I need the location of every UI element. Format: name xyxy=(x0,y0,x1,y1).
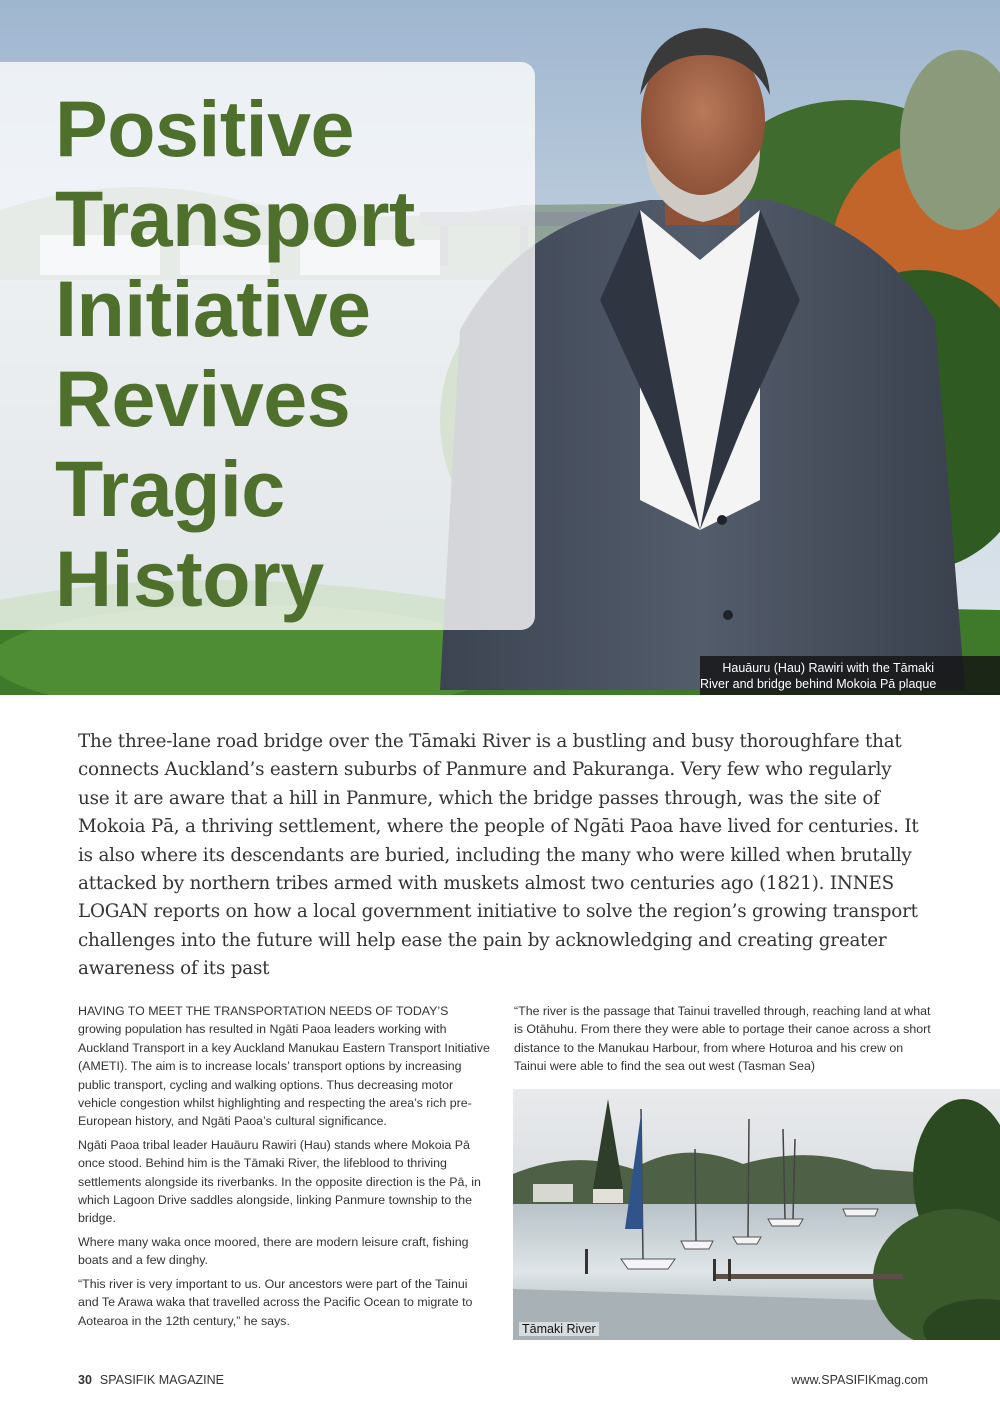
article-title xyxy=(55,84,525,624)
page-number: 30 xyxy=(78,1373,92,1387)
body-column-left xyxy=(78,1002,490,1335)
river-caption: Tāmaki River xyxy=(519,1322,599,1336)
hero-photo xyxy=(0,0,1000,695)
title-line: Tragic xyxy=(55,444,285,533)
hero-caption xyxy=(700,656,1000,695)
magazine-name: SPASIFIK MAGAZINE xyxy=(99,1373,225,1387)
title-line: Positive xyxy=(55,84,354,173)
hero-caption-line: Hauāuru (Hau) Rawiri with the Tāmaki xyxy=(722,661,934,675)
title-line: Revives xyxy=(55,354,351,443)
river-photo xyxy=(513,1089,1000,1340)
website-link[interactable]: www.SPASIFIKmag.com xyxy=(791,1373,928,1387)
article-intro: The three-lane road bridge over the Tāmaki River is a bustling and busy thoroughfare that connects Auckland’s eastern suburbs of Panmure and Pakuranga. Very few who regularly use it are aware that a hill in Panmure, which the bridge passes through, was the site of Mokoia Pā, a thriving settlement, where the people of Ngāti Paoa have lived for centuries. It is also where its descendants are buried, including the many who were killed when brutally attacked by northern tribes armed with muskets almost two centuries ago (1821). INNES LOGAN reports on how a local government initiative to solve the region’s growing transport challenges into the future will help ease the pain by acknowledging and creating greater awareness of its past xyxy=(78,731,919,980)
title-line: Initiative xyxy=(55,264,371,353)
body-paragraph: HAVING TO MEET THE TRANSPORTATION NEEDS OF TODAY’S growing population has resulted in Ngāti Paoa leaders working with Auckland Transport in a key Auckland Manukau Eastern Transport Initiative (AMETI). The aim is to increase locals’ transport options by increasing public transport, cycling and walking options. Thus decreasing motor vehicle congestion whilst highlighting and respecting the area’s rich pre-European history, and Ngāti Paoa’s cultural significance. xyxy=(78,1004,490,1129)
body-paragraph: “This river is very important to us. Our ancestors were part of the Tainui and Te Arawa waka that travelled across the Pacific Ocean to migrate to Aotearoa in the 12th century,” he says. xyxy=(78,1276,473,1328)
body-paragraph: Ngāti Paoa tribal leader Hauāuru Rawiri (Hau) stands where Mokoia Pā once stood. Behind him is the Tāmaki River, the lifeblood to thriving settlements alongside its riverbanks. In the opposite direction is the Pā, in which Lagoon Drive saddles alongside, linking Panmure township to the bridge. xyxy=(78,1137,481,1226)
body-paragraph: Where many waka once moored, there are modern leisure craft, fishing boats and a few dinghy. xyxy=(78,1234,469,1268)
body-column-right xyxy=(514,1002,932,1081)
hero-caption-line: River and bridge behind Mokoia Pā plaque xyxy=(700,677,937,691)
footer-left xyxy=(78,1373,224,1387)
title-line: Transport xyxy=(55,174,415,263)
body-paragraph: “The river is the passage that Tainui travelled through, reaching land at what is Otāhuhu. From there they were able to portage their canoe across a short distance to the Manukau Harbour, from where Hoturoa and his crew on Tainui were able to find the sea out west (Tasman Sea) xyxy=(514,1004,931,1074)
river-image xyxy=(513,1089,1000,1340)
title-line: History xyxy=(55,534,324,623)
